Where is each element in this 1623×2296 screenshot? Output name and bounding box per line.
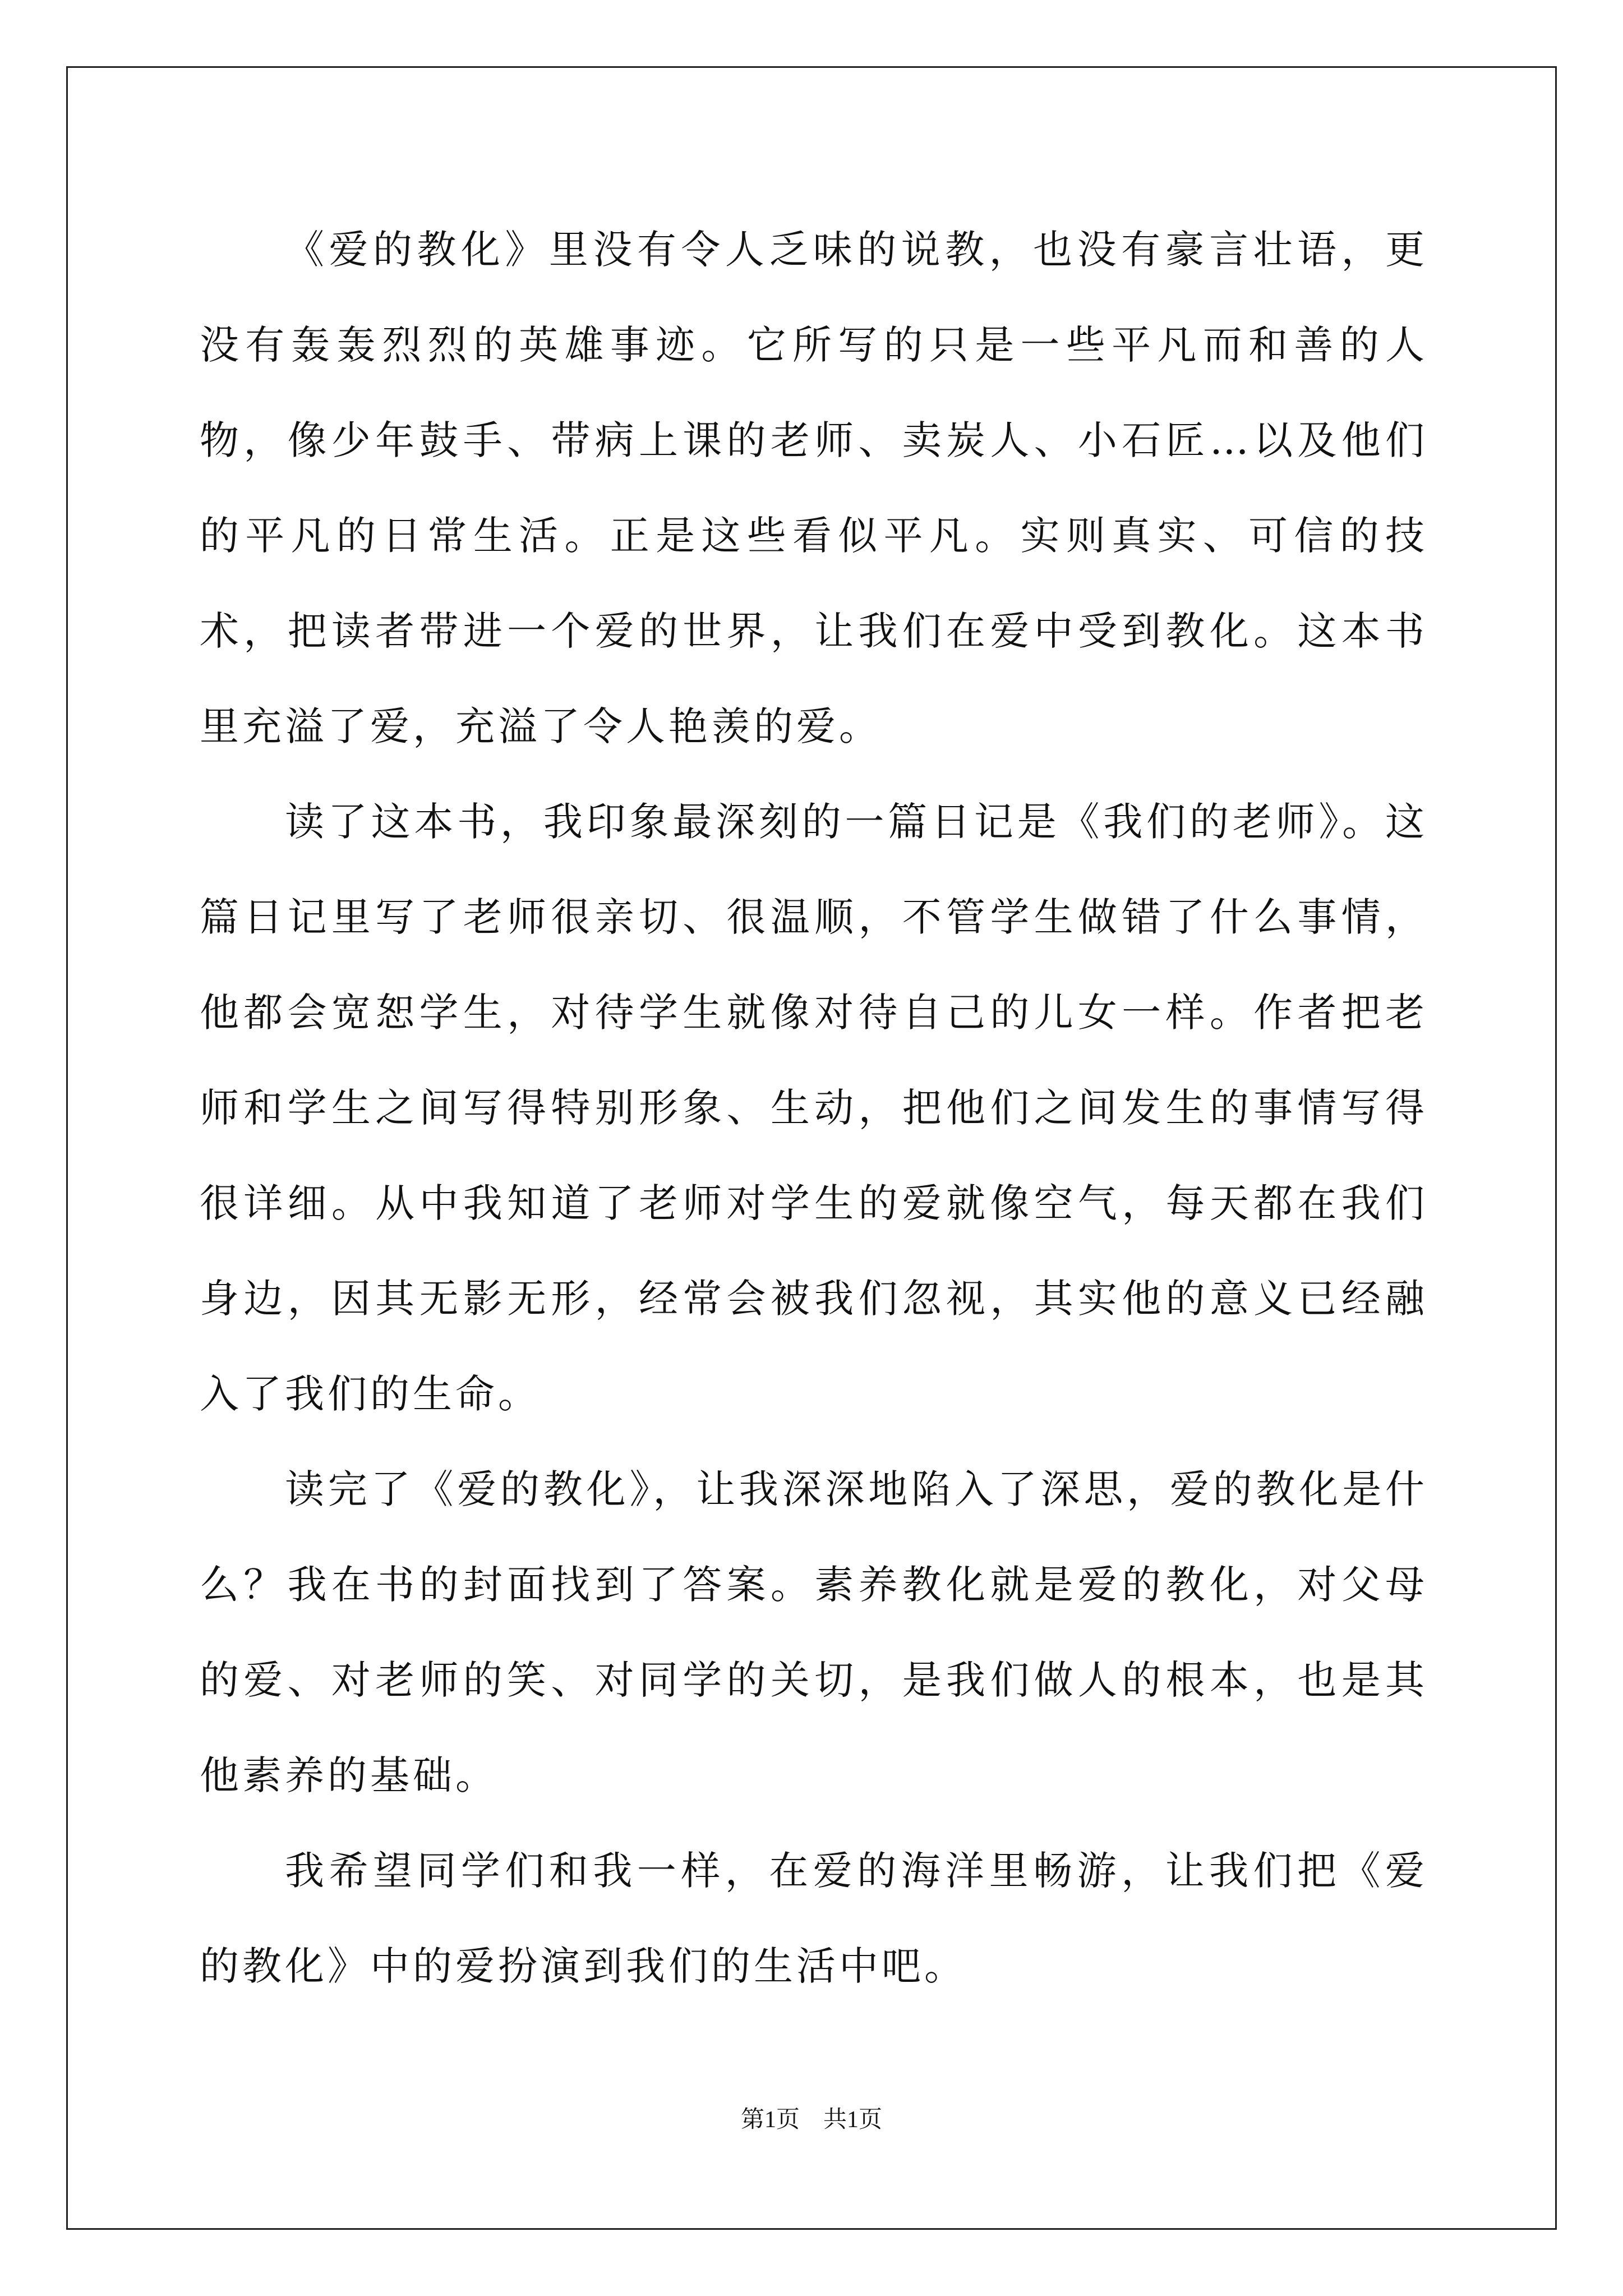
paragraph-1: 《爱的教化》里没有令人乏味的说教，也没有豪言壮语，更没有轰轰烈烈的英雄事迹。它所写的只是一些平凡而和善的人物，像少年鼓手、带病上课的老师、卖炭人、小石匠…以及他们的平凡的日常生活。正是这些看似平凡。实则真实、可信的技术，把读者带进一个爱的世界，让我们在爱中受到教化。这本书里充溢了爱，充溢了令人艳羡的爱。 [200,227,1428,749]
document-body [200,202,1428,2014]
page-footer: 第1页 共1页 [740,2107,882,2133]
paragraph-3: 读完了《爱的教化》，让我深深地陷入了深思，爱的教化是什么？我在书的封面找到了答案。素养教化就是爱的教化，对父母的爱、对老师的笑、对同学的关切，是我们做人的根本，也是其他素养的基础。 [200,1466,1428,1798]
paragraph-2: 读了这本书，我印象最深刻的一篇日记是《我们的老师》。这篇日记里写了老师很亲切、很温顺，不管学生做错了什么事情，他都会宽恕学生，对待学生就像对待自己的儿女一样。作者把老师和学生之间写得特别形象、生动，把他们之间发生的事情写得很详细。从中我知道了老师对学生的爱就像空气，每天都在我们身边，因其无影无形，经常会被我们忽视，其实他的意义已经融入了我们的生命。 [200,799,1428,1417]
paragraph-4: 我希望同学们和我一样，在爱的海洋里畅游，让我们把《爱的教化》中的爱扮演到我们的生活中吧。 [200,1848,1428,1989]
